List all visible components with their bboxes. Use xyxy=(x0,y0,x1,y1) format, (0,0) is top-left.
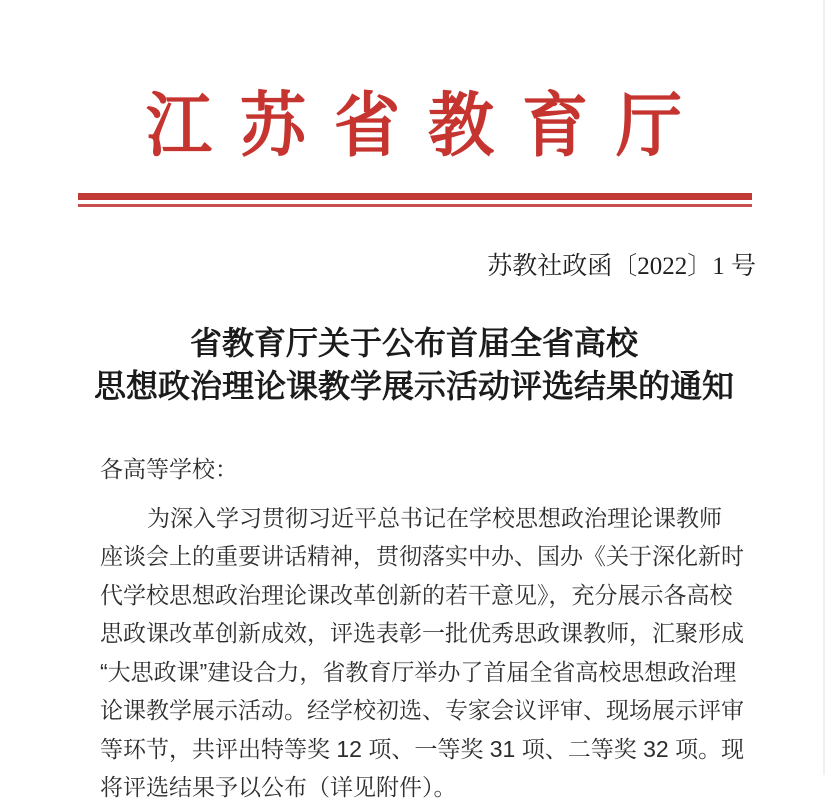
rule-thin-line xyxy=(78,204,752,207)
body-line: 论课教学展示活动。经学校初选、专家会议评审、现场展示评审 xyxy=(100,697,744,723)
document-number: 苏教社政函〔2022〕1 号 xyxy=(487,253,756,280)
rule-thick-line xyxy=(78,193,752,200)
salutation: 各高等学校： xyxy=(100,456,238,482)
body-line: “大思政课”建设合力，省教育厅举办了首届全省高校思想政治理 xyxy=(100,658,737,685)
body-line: 为深入学习贯彻习近平总书记在学校思想政治理论课教师 xyxy=(147,504,722,531)
body-line: 代学校思想政治理论课改革创新的若干意见》，充分展示各高校 xyxy=(100,581,733,608)
notice-title-line1: 省教育厅关于公布首届全省高校 xyxy=(189,325,638,361)
letterhead xyxy=(0,0,828,185)
letterhead-double-rule xyxy=(78,193,752,207)
body-line: 将评选结果予以公布（详见附件）。 xyxy=(100,774,457,800)
notice-body xyxy=(100,450,748,807)
body-line: 座谈会上的重要讲话精神，贯彻落实中办、国办《关于深化新时 xyxy=(100,543,744,569)
notice-title xyxy=(0,322,828,408)
body-line: 等环节，共评出特等奖 12 项、一等奖 31 项、二等奖 32 项。现 xyxy=(100,735,745,762)
agency-name: 江苏省教育厅 xyxy=(146,87,710,166)
scan-edge-artifact xyxy=(823,0,825,775)
body-line: 思政课改革创新成效，评选表彰一批优秀思政课教师，汇聚形成 xyxy=(100,620,744,646)
notice-title-line2: 思想政治理论课教学展示活动评选结果的通知 xyxy=(93,368,734,404)
